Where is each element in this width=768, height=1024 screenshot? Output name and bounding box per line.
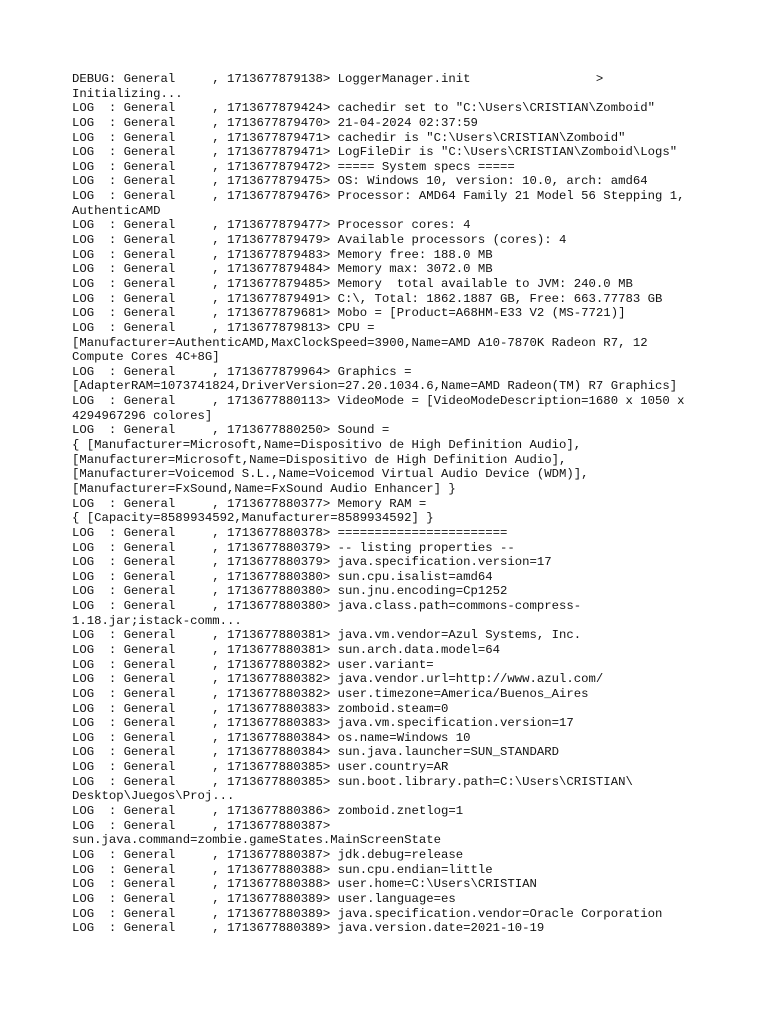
log-line: LOG : General , 1713677879479> Available processors (cores): 4 [72,233,567,248]
log-line: { [Capacity=8589934592,Manufacturer=8589934592] } [72,511,434,526]
log-line: LOG : General , 1713677879424> cachedir set to "C:\Users\CRISTIAN\Zomboid" [72,101,655,116]
log-line: LOG : General , 1713677880387> [72,818,331,833]
log-line: Compute Cores 4C+8G] [72,350,220,365]
log-line: LOG : General , 1713677879471> LogFileDir is "C:\Users\CRISTIAN\Zomboid\Logs" [72,145,678,160]
log-line: LOG : General , 1713677880387> jdk.debug=release [72,847,464,862]
log-line: LOG : General , 1713677880380> java.class.path=commons-compress- [72,599,582,614]
log-line: 4294967296 colores] [72,408,213,423]
log-line: LOG : General , 1713677880382> java.vendor.url=http://www.azul.com/ [72,672,604,687]
log-line: [Manufacturer=Voicemod S.L.,Name=Voicemod Virtual Audio Device (WDM)], [72,467,589,482]
log-line: LOG : General , 1713677879472> ===== System specs ===== [72,159,515,174]
log-line: LOG : General , 1713677880389> user.language=es [72,891,456,906]
log-line: Desktop\Juegos\Proj... [72,789,235,804]
log-line: LOG : General , 1713677880388> user.home=C:\Users\CRISTIAN [72,877,537,892]
log-line: LOG : General , 1713677879477> Processor cores: 4 [72,218,471,233]
log-line: LOG : General , 1713677880388> sun.cpu.endian=little [72,862,493,877]
log-line: LOG : General , 1713677880250> Sound = [72,423,390,438]
log-line: LOG : General , 1713677880382> user.timezone=America/Buenos_Aires [72,686,589,701]
log-line: LOG : General , 1713677880383> zomboid.steam=0 [72,701,449,716]
log-line: LOG : General , 1713677880381> java.vm.vendor=Azul Systems, Inc. [72,628,582,643]
log-line: LOG : General , 1713677879475> OS: Windows 10, version: 10.0, arch: amd64 [72,174,648,189]
log-line: LOG : General , 1713677880382> user.variant= [72,657,434,672]
log-line: LOG : General , 1713677880384> sun.java.launcher=SUN_STANDARD [72,745,560,760]
log-line: LOG : General , 1713677880381> sun.arch.data.model=64 [72,642,501,657]
log-line: [Manufacturer=Microsoft,Name=Dispositivo de High Definition Audio], [72,452,567,467]
log-line: LOG : General , 1713677880380> sun.jnu.encoding=Cp1252 [72,584,508,599]
log-line: [Manufacturer=FxSound,Name=FxSound Audio Enhancer] } [72,481,456,496]
log-line: Initializing... [72,86,183,101]
log-line: LOG : General , 1713677880380> sun.cpu.isalist=amd64 [72,569,493,584]
log-line: LOG : General , 1713677879813> CPU = [72,320,375,335]
log-line: LOG : General , 1713677880379> -- listing properties -- [72,540,515,555]
log-line: LOG : General , 1713677880379> java.specification.version=17 [72,555,552,570]
log-line: LOG : General , 1713677880386> zomboid.znetlog=1 [72,804,464,819]
log-line: { [Manufacturer=Microsoft,Name=Dispositivo de High Definition Audio], [72,438,582,453]
log-line: LOG : General , 1713677880377> Memory RAM = [72,496,427,511]
log-line: LOG : General , 1713677880113> VideoMode = [VideoModeDescription=1680 x 1050 x [72,394,685,409]
log-line: LOG : General , 1713677879681> Mobo = [Product=A68HM-E33 V2 (MS-7721)] [72,306,626,321]
log-line: LOG : General , 1713677879471> cachedir is "C:\Users\CRISTIAN\Zomboid" [72,130,626,145]
log-line: 1.18.jar;istack-comm... [72,613,242,628]
log-line: [Manufacturer=AuthenticAMD,MaxClockSpeed=3900,Name=AMD A10-7870K Radeon R7, 12 [72,335,648,350]
log-line: LOG : General , 1713677879484> Memory max: 3072.0 MB [72,262,493,277]
log-line: LOG : General , 1713677879491> C:\, Total: 1862.1887 GB, Free: 663.77783 GB [72,291,663,306]
log-line: LOG : General , 1713677880378> ======================= [72,525,508,540]
log-line: LOG : General , 1713677879476> Processor: AMD64 Family 21 Model 56 Stepping 1, [72,189,685,204]
log-line: LOG : General , 1713677879485> Memory total available to JVM: 240.0 MB [72,276,633,291]
log-line: [AdapterRAM=1073741824,DriverVersion=27.20.1034.6,Name=AMD Radeon(TM) R7 Graphics] [72,379,678,394]
log-line: LOG : General , 1713677880389> java.version.date=2021-10-19 [72,921,545,936]
log-line: LOG : General , 1713677879470> 21-04-2024 02:37:59 [72,115,478,130]
log-document [72,72,732,936]
log-line: LOG : General , 1713677879483> Memory free: 188.0 MB [72,247,493,262]
log-line: sun.java.command=zombie.gameStates.MainScreenState [72,833,441,848]
log-line: LOG : General , 1713677880385> sun.boot.library.path=C:\Users\CRISTIAN\ [72,774,633,789]
log-line: LOG : General , 1713677880384> os.name=Windows 10 [72,730,471,745]
log-line: LOG : General , 1713677880389> java.specification.vendor=Oracle Corporation [72,906,663,921]
log-line: DEBUG: General , 1713677879138> LoggerManager.init > [72,72,604,86]
log-line: LOG : General , 1713677879964> Graphics = [72,364,412,379]
log-line: AuthenticAMD [72,203,161,218]
log-line: LOG : General , 1713677880383> java.vm.specification.version=17 [72,716,574,731]
log-line: LOG : General , 1713677880385> user.country=AR [72,760,449,775]
